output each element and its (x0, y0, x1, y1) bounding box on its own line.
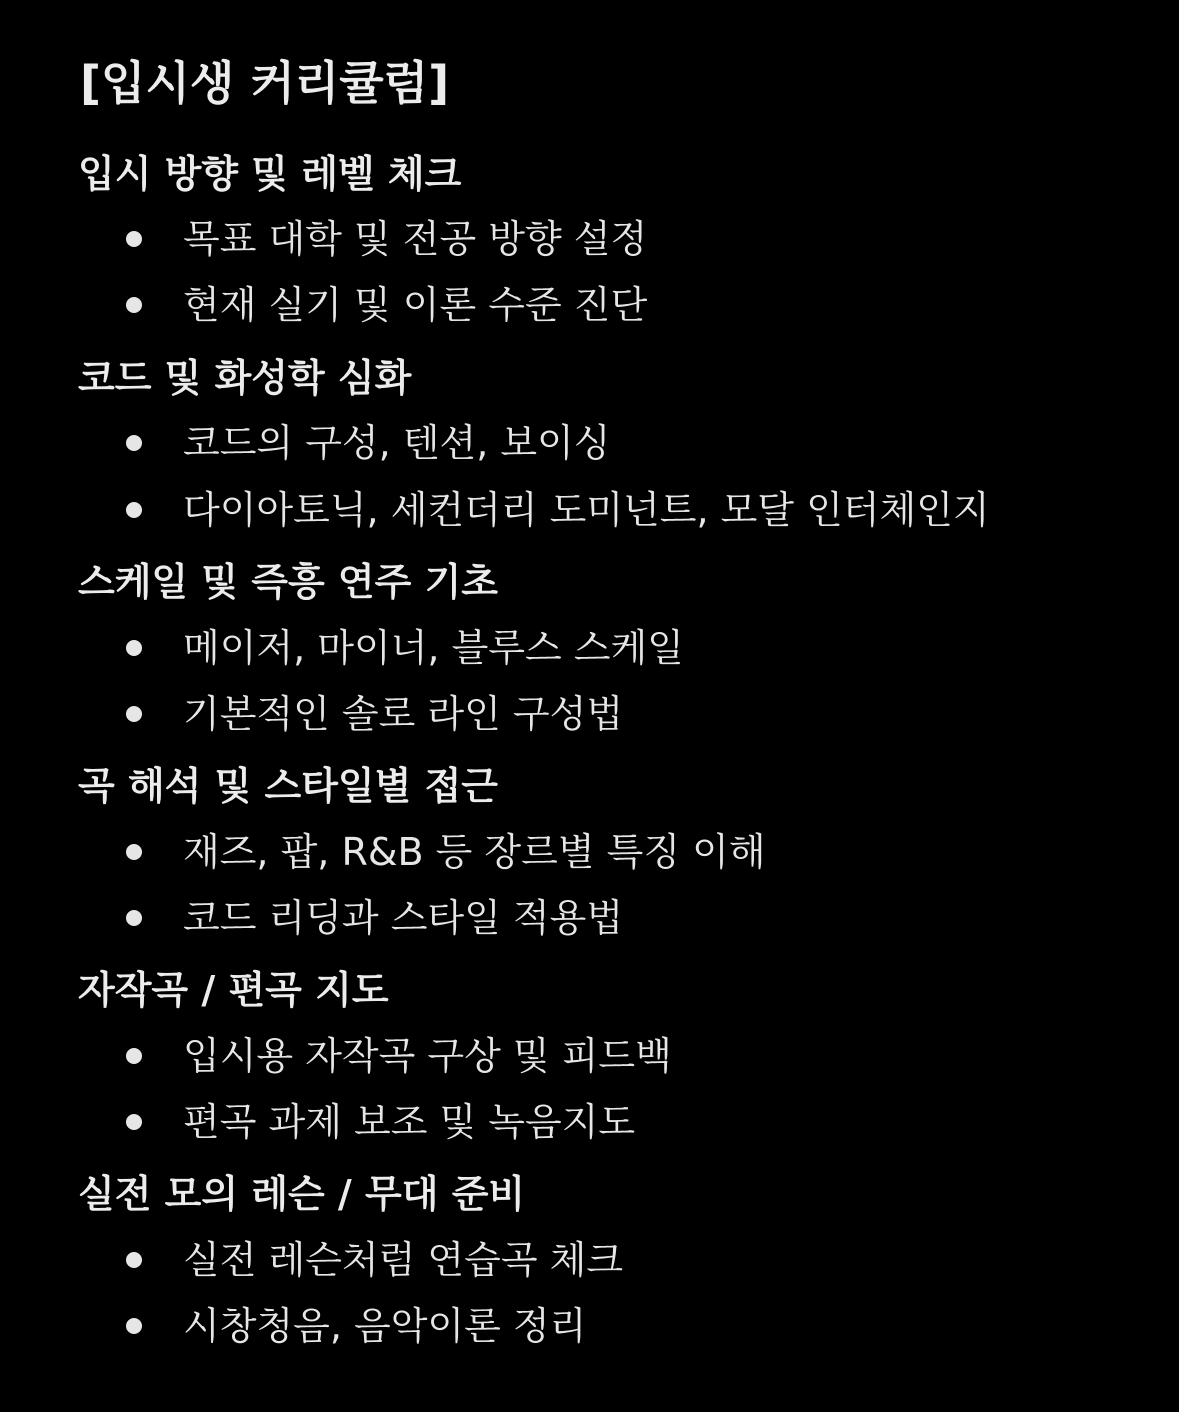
list-item-text: 시창청음, 음악이론 정리 (183, 1304, 587, 1348)
list-item-text: 목표 대학 및 전공 방향 설정 (183, 217, 648, 261)
page-title: [입시생 커리큘럼] (80, 56, 450, 110)
list-item (0, 688, 1179, 740)
list-item-text: 현재 실기 및 이론 수준 진단 (183, 283, 648, 327)
section-heading: 곡 해석 및 스타일별 접근 (78, 764, 498, 808)
bullet-icon (126, 1048, 142, 1064)
list-item-text: 코드 리딩과 스타일 적용법 (183, 896, 624, 940)
list-item (0, 417, 1179, 469)
section-heading: 자작곡 / 편곡 지도 (78, 968, 389, 1012)
list-item-text: 실전 레슨처럼 연습곡 체크 (183, 1238, 624, 1282)
list-item (0, 279, 1179, 331)
list-item (0, 1234, 1179, 1286)
section-heading: 실전 모의 레슨 / 무대 준비 (78, 1172, 526, 1216)
bullet-icon (126, 297, 142, 313)
list-item (0, 1096, 1179, 1148)
list-item (0, 213, 1179, 265)
bullet-icon (126, 706, 142, 722)
bullet-icon (126, 502, 142, 518)
list-item-text: 재즈, 팝, R&B 등 장르별 특징 이해 (183, 830, 766, 874)
list-item-text: 코드의 구성, 텐션, 보이싱 (183, 421, 611, 465)
list-item (0, 1030, 1179, 1082)
list-item (0, 1300, 1179, 1352)
list-item-text: 메이저, 마이너, 블루스 스케일 (183, 626, 684, 670)
list-item (0, 622, 1179, 674)
list-item (0, 484, 1179, 536)
bullet-icon (126, 910, 142, 926)
list-item-text: 다이아토닉, 세컨더리 도미넌트, 모달 인터체인지 (183, 488, 990, 532)
bullet-icon (126, 1318, 142, 1334)
bullet-icon (126, 435, 142, 451)
list-item-text: 편곡 과제 보조 및 녹음지도 (183, 1100, 636, 1144)
bullet-icon (126, 231, 142, 247)
bullet-icon (126, 844, 142, 860)
list-item-text: 기본적인 솔로 라인 구성법 (183, 692, 624, 736)
bullet-icon (126, 1114, 142, 1130)
list-item-text: 입시용 자작곡 구상 및 피드백 (183, 1034, 672, 1078)
bullet-icon (126, 640, 142, 656)
list-item (0, 892, 1179, 944)
bullet-icon (126, 1252, 142, 1268)
section-heading: 스케일 및 즉흥 연주 기초 (78, 560, 498, 604)
section-heading: 코드 및 화성학 심화 (78, 356, 412, 400)
list-item (0, 826, 1179, 878)
section-heading: 입시 방향 및 레벨 체크 (78, 152, 462, 196)
